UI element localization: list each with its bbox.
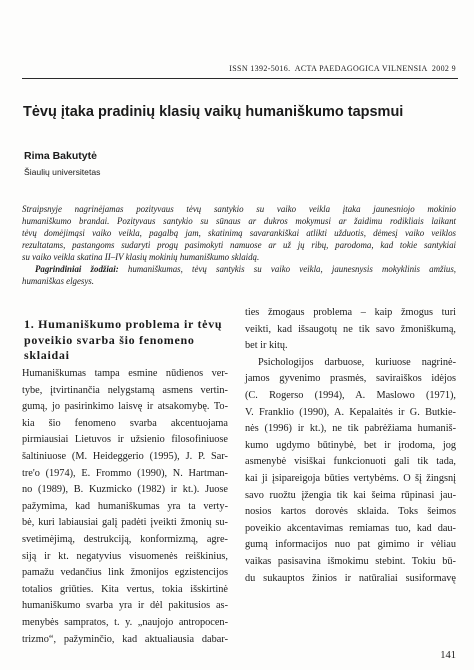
section-heading-line: poveikio svarba šio fenomeno <box>24 332 195 347</box>
body-line: du sukauptos žinios ir natūraliai susiformavę <box>245 572 456 584</box>
body-line: vaikas pasisavina išmokimu stebint. Tokiu bū- <box>245 555 456 567</box>
body-line: svetimėjimą, destrukciją, konformizmą, agre- <box>22 533 228 545</box>
article-title: Tėvų įtaka pradinių klasių vaikų humaniškumo tapsmui <box>23 104 404 120</box>
author-affiliation: Šiaulių universitetas <box>24 167 101 177</box>
body-line: pažymima, kad humaniškumas yra ta verty- <box>22 500 228 512</box>
body-line: veikti, kad išsaugotų ne tik savo žmoniškumą, <box>245 323 456 335</box>
running-header: ISSN 1392-5016. ACTA PAEDAGOGICA VILNENSIA 2002 9 <box>229 64 456 73</box>
keywords-label: Pagrindiniai žodžiai: <box>35 264 119 274</box>
body-line: Humaniškumas tampa esmine nūdienos ver- <box>22 368 228 379</box>
body-line: šaltiniuose (M. Heideggerio (1995), J. P. Sar- <box>22 450 228 462</box>
body-line: kai ji įsipareigoja būties vertybėms. O šį žingsnį <box>245 472 456 484</box>
body-line: tybe, įtvirtinančia nelygstamą asmens vertin- <box>22 384 228 396</box>
abstract-line: tėvų domėjimąsi vaiko veikla, pagalbą jam, skatinimą savarankiškai atlikti užduotis, dėmesį vaiko veiklos <box>22 228 456 238</box>
body-line: gumą, jo pasirinkimo laisvę ir atsakomybę. To- <box>22 401 228 413</box>
body-line: gumą informacijos nuo pat gimimo ir vėliau <box>245 539 456 551</box>
right-column <box>245 305 456 587</box>
body-line: pirmiausiai Lietuvos ir užsienio filosofiniuose <box>22 434 228 446</box>
body-line: jamos gyvenimo prasmės, saviraiškos idėjos <box>245 373 456 385</box>
body-line: (C. Rogerso (1994), A. Maslowo (1971), <box>245 389 456 401</box>
header-rule <box>22 78 458 79</box>
body-line: Psichologijos darbuose, kuriuose nagrinė- <box>258 356 456 368</box>
body-line: no (1989), B. Kuzmicko (1982) ir kt.). Juose <box>22 484 228 496</box>
body-line: menybės sampratos, t. y. „naujojo antropocen- <box>22 616 228 628</box>
body-line: ties žmogaus problema – kaip žmogus turi <box>245 307 456 318</box>
abstract-line: su vaiko veikla skatina II–IV klasių mokinių humaniškumo sklaidą. <box>22 252 260 262</box>
abstract-line: rezultatams, pastangoms sudaryti progų pasimokyti namuose ar už jų ribų, parodoma, kad tokie santykiai <box>22 240 456 250</box>
body-line: totalios griūties. Kita vertus, tokia išskirtinė <box>22 583 228 595</box>
section-heading-line: 1. Humaniškumo problema ir tėvų <box>24 317 223 331</box>
body-line: asmenybė visiškai funkcionuoti gali tik tada, <box>245 456 456 468</box>
body-line: nės (1996) ir kt.), ne tik pabrėžiama humaniš- <box>245 423 456 435</box>
body-line: V. Franklio (1990), A. Kepalaitės ir G. Butkie- <box>245 406 456 418</box>
body-line: siją ir kt. negatyvius visuomenės reiškinius, <box>22 550 228 562</box>
body-line: kumo ugdymo būtinybė, bet ir įrodoma, jog <box>245 439 456 451</box>
keywords-line: humaniškas elgesys. <box>22 276 94 286</box>
body-line: poveikio akcentavimas remiamas tuo, kad dau- <box>245 522 456 534</box>
abstract-line: humaniškumo brandai. Pozityvaus santykio su sūnaus ar dukros mokymusi ar žaidimu rodikliais laikant <box>22 216 456 226</box>
body-line: kia šio fenomeno svarba akcentuojama <box>22 417 228 429</box>
body-line: bet ir kitų. <box>245 340 288 352</box>
body-line: pamažu vedančius link žmonijos egzistencijos <box>22 567 228 579</box>
section-heading-line: sklaidai <box>24 348 70 362</box>
body-line: tre'o (1974), E. Frommo (1990), N. Hartman- <box>22 467 228 479</box>
keywords-text: humaniškumas, tėvų santykis su vaiko veikla, jaunesnysis mokyklinis amžius, <box>127 264 457 274</box>
abstract <box>22 203 456 263</box>
keywords-line <box>22 263 456 275</box>
body-line: savo ruožtu įžengia tik kai šeima rūpinasi jau- <box>245 489 456 501</box>
body-line: trizmo“, pažyminčio, kad aktualiausia dabar- <box>22 633 228 645</box>
author-name: Rima Bakutytė <box>24 150 97 162</box>
body-line: nosios kartos dorovės sklaida. Toks šeimos <box>245 506 456 518</box>
abstract-line: Straipsnyje nagrinėjamas pozityvaus tėvų santykio su vaiko veikla įtaka jaunesniojo mokinio <box>22 204 456 214</box>
section-heading <box>24 317 228 364</box>
keywords <box>22 263 456 287</box>
body-line: humaniškumo svarba yra ir dėl pakitusios as- <box>22 600 228 612</box>
body-line: bė, kuri labiausiai galį padėti įveikti žmonių su- <box>22 517 228 529</box>
page-number: 141 <box>440 650 456 661</box>
left-column <box>22 366 228 648</box>
